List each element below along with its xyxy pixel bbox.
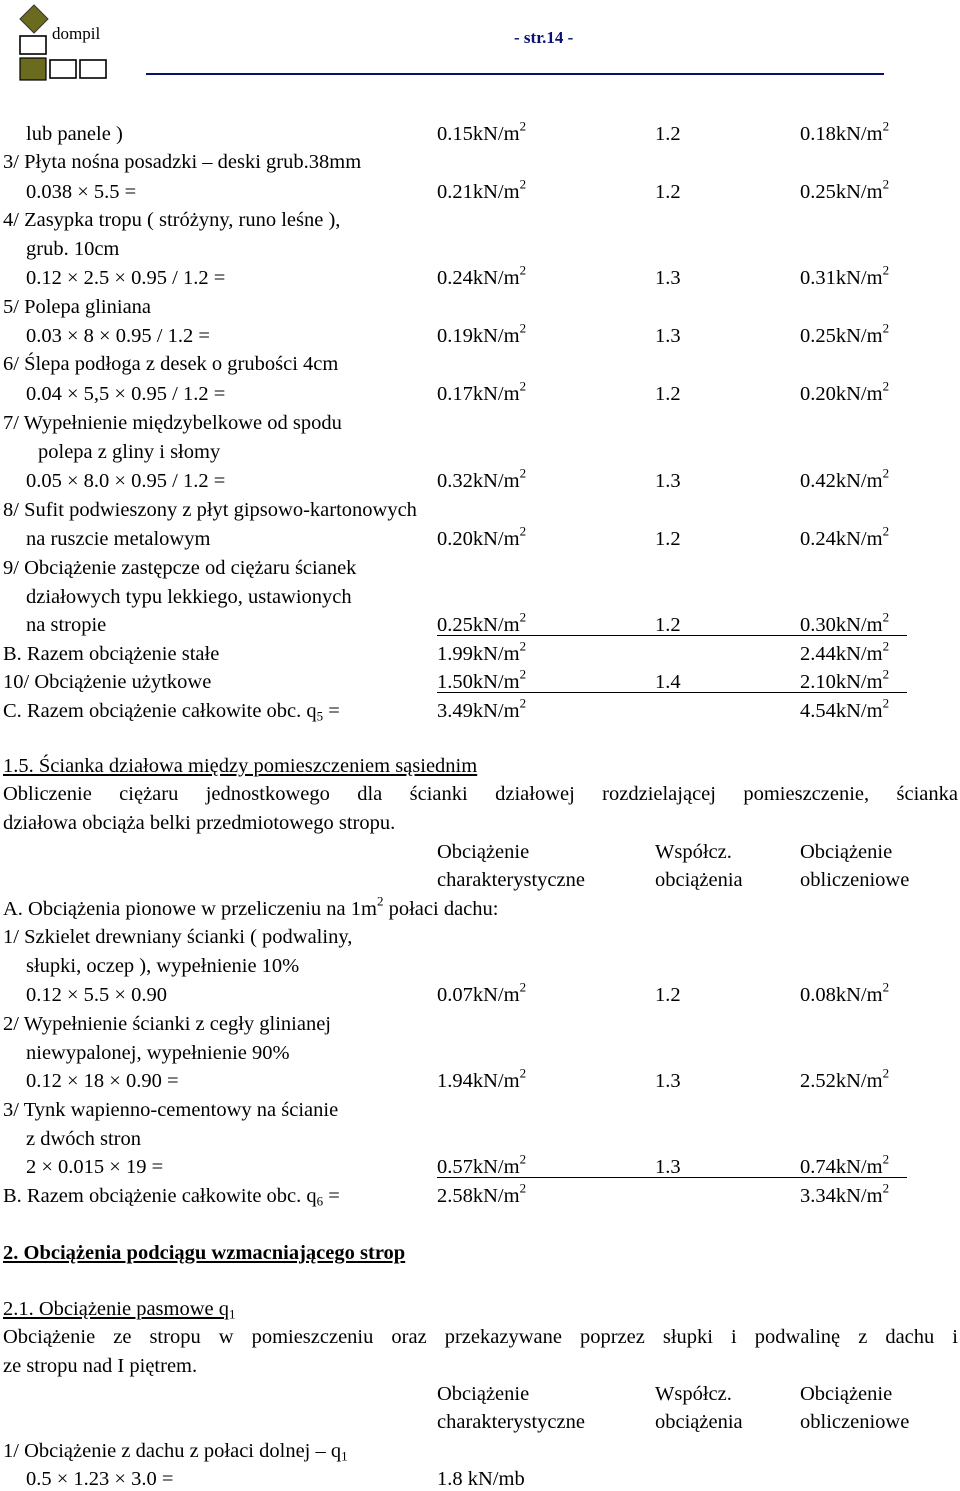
section-2-1-paragraph-line-1: Obciążenie ze stropu w pomieszczeniu oraz przekazywane poprzez słupki i podwalinę z dachu i — [3, 1326, 958, 1348]
row-coef-value: 1.3 — [655, 1156, 681, 1178]
section-2-1-title: 2.1. Obciążenie pasmowe $q_1$ — [3, 1298, 236, 1322]
sum-rule — [437, 692, 907, 693]
row-calc-value: $0.18kN/m^2$ — [800, 118, 890, 145]
row-calc-value: $2.44kN/m^2$ — [800, 638, 890, 665]
row-coef-value: 1.2 — [655, 123, 681, 145]
col-head-calc-2: obliczeniowe — [800, 869, 910, 891]
row-calc-value: $0.42kN/m^2$ — [800, 465, 890, 492]
roof-load-calc: 0.5 × 1.23 × 3.0 = — [26, 1468, 174, 1490]
row-char-value: $2.58kN/m^2$ — [437, 1180, 527, 1207]
row-label: 0.12 × 5.5 × 0.90 — [26, 984, 167, 1006]
row-coef-value: 1.4 — [655, 671, 681, 693]
section-1-5-paragraph-line-1: Obliczenie ciężaru jednostkowego dla ścianki działowej rozdzielającej pomieszczenie, ścianka — [3, 783, 958, 805]
row-calc-value: $2.10kN/m^2$ — [800, 666, 890, 693]
row-label: 7/ Wypełnienie międzybelkowe od spodu — [3, 412, 342, 434]
row-coef-value: 1.2 — [655, 984, 681, 1006]
col-head-coef-1: Współcz. — [655, 841, 732, 863]
section-1-5-title: 1.5. Ścianka działowa między pomieszczeniem sąsiednim — [3, 755, 478, 777]
row-label: 0.03 × 8 × 0.95 / 1.2 = — [26, 325, 210, 347]
section-1-5-paragraph-line-2: działowa obciąża belki przedmiotowego stropu. — [3, 812, 396, 834]
row-label: 9/ Obciążenie zastępcze od ciężaru ścianek — [3, 557, 357, 579]
row-char-value: $1.50kN/m^2$ — [437, 666, 527, 693]
row-char-value: $3.49kN/m^2$ — [437, 695, 527, 722]
row-label: 0.12 × 2.5 × 0.95 / 1.2 = — [26, 267, 226, 289]
row-label: lub panele ) — [26, 123, 123, 145]
row-calc-value: $0.31kN/m^2$ — [800, 262, 890, 289]
section-2-title: 2. Obciążenia podciągu wzmacniającego strop — [3, 1242, 406, 1264]
roof-load-char: 1.8 kN/mb — [437, 1468, 525, 1490]
row-label: niewypalonej, wypełnienie 90% — [26, 1042, 290, 1064]
row-label: B. Razem obciążenie stałe — [3, 643, 220, 665]
row-label: grub. 10cm — [26, 238, 120, 260]
row-coef-value: 1.2 — [655, 181, 681, 203]
header-divider — [146, 73, 884, 75]
col-head-coef-3: Współcz. — [655, 1383, 732, 1405]
row-calc-value: $0.20kN/m^2$ — [800, 378, 890, 405]
row-calc-value: $0.74kN/m^2$ — [800, 1151, 890, 1178]
row-label: słupki, oczep ), wypełnienie 10% — [26, 955, 300, 977]
row-label: C. Razem obciążenie całkowite obc. $q_5$ = — [3, 700, 340, 724]
row-char-value: $0.20kN/m^2$ — [437, 523, 527, 550]
company-logo — [18, 4, 118, 84]
page-number: - str.14 - — [514, 28, 574, 47]
col-head-char-2: charakterystyczne — [437, 869, 585, 891]
row-char-value: $0.15kN/m^2$ — [437, 118, 527, 145]
row-char-value: $0.19kN/m^2$ — [437, 320, 527, 347]
sum-rule — [437, 1177, 907, 1178]
row-char-value: $0.25kN/m^2$ — [437, 609, 527, 636]
row-label: B. Razem obciążenie całkowite obc. $q_6$ = — [3, 1185, 340, 1209]
row-label: 3/ Płyta nośna posadzki – deski grub.38mm — [3, 151, 362, 173]
row-calc-value: $0.25kN/m^2$ — [800, 176, 890, 203]
row-char-value: $0.07kN/m^2$ — [437, 979, 527, 1006]
row-calc-value: $3.34kN/m^2$ — [800, 1180, 890, 1207]
row-char-value: $1.94kN/m^2$ — [437, 1065, 527, 1092]
row-label: 0.12 × 18 × 0.90 = — [26, 1070, 179, 1092]
col-head-char-1: Obciążenie — [437, 841, 530, 863]
row-char-value: $0.57kN/m^2$ — [437, 1151, 527, 1178]
col-head-calc-3: Obciążenie — [800, 1383, 893, 1405]
row-calc-value: $4.54kN/m^2$ — [800, 695, 890, 722]
row-label: 2/ Wypełnienie ścianki z cegły glinianej — [3, 1013, 331, 1035]
brand-name: dompil — [52, 24, 101, 43]
row-char-value: $1.99kN/m^2$ — [437, 638, 527, 665]
row-char-value: $0.24kN/m^2$ — [437, 262, 527, 289]
row-coef-value: 1.2 — [655, 614, 681, 636]
col-head-coef-2: obciążenia — [655, 869, 743, 891]
row-label: 0.038 × 5.5 = — [26, 181, 137, 203]
row-coef-value: 1.2 — [655, 528, 681, 550]
row-label: 2 × 0.015 × 19 = — [26, 1156, 164, 1178]
row-label: 4/ Zasypka tropu ( stróżyny, runo leśne ), — [3, 209, 341, 231]
row-label: 10/ Obciążenie użytkowe — [3, 671, 212, 693]
col-head-char-4: charakterystyczne — [437, 1411, 585, 1433]
row-label: 5/ Polepa gliniana — [3, 296, 152, 318]
row-label: 0.05 × 8.0 × 0.95 / 1.2 = — [26, 470, 226, 492]
row-label: z dwóch stron — [26, 1128, 142, 1150]
row-calc-value: $0.08kN/m^2$ — [800, 979, 890, 1006]
row-coef-value: 1.3 — [655, 470, 681, 492]
roof-load-row: 1/ Obciążenie z dachu z połaci dolnej – $q_1$ — [3, 1440, 348, 1464]
row-label: 3/ Tynk wapienno-cementowy na ścianie — [3, 1099, 339, 1121]
row-label: 8/ Sufit podwieszony z płyt gipsowo-kartonowych — [3, 499, 417, 521]
row-char-value: $0.21kN/m^2$ — [437, 176, 527, 203]
row-char-value: $0.17kN/m^2$ — [437, 378, 527, 405]
col-head-char-3: Obciążenie — [437, 1383, 530, 1405]
row-calc-value: $0.24kN/m^2$ — [800, 523, 890, 550]
row-calc-value: $2.52kN/m^2$ — [800, 1065, 890, 1092]
row-coef-value: 1.3 — [655, 1070, 681, 1092]
row-label: na stropie — [26, 614, 107, 636]
section-1-5-intro: A. Obciążenia pionowe w przeliczeniu na $1m^2$ połaci dachu: — [3, 893, 499, 920]
row-coef-value: 1.3 — [655, 325, 681, 347]
row-label: 1/ Szkielet drewniany ścianki ( podwaliny, — [3, 926, 353, 948]
row-calc-value: $0.25kN/m^2$ — [800, 320, 890, 347]
row-char-value: $0.32kN/m^2$ — [437, 465, 527, 492]
row-label: 6/ Ślepa podłoga z desek o grubości 4cm — [3, 353, 339, 375]
row-label: 0.04 × 5,5 × 0.95 / 1.2 = — [26, 383, 226, 405]
section-2-1-paragraph-line-2: ze stropu nad I piętrem. — [3, 1355, 198, 1377]
row-label: polepa z gliny i słomy — [38, 441, 221, 463]
row-calc-value: $0.30kN/m^2$ — [800, 609, 890, 636]
col-head-calc-1: Obciążenie — [800, 841, 893, 863]
row-coef-value: 1.3 — [655, 267, 681, 289]
row-label: na ruszcie metalowym — [26, 528, 211, 550]
sum-rule — [437, 635, 907, 636]
row-coef-value: 1.2 — [655, 383, 681, 405]
col-head-coef-4: obciążenia — [655, 1411, 743, 1433]
row-label: działowych typu lekkiego, ustawionych — [26, 586, 352, 608]
col-head-calc-4: obliczeniowe — [800, 1411, 910, 1433]
